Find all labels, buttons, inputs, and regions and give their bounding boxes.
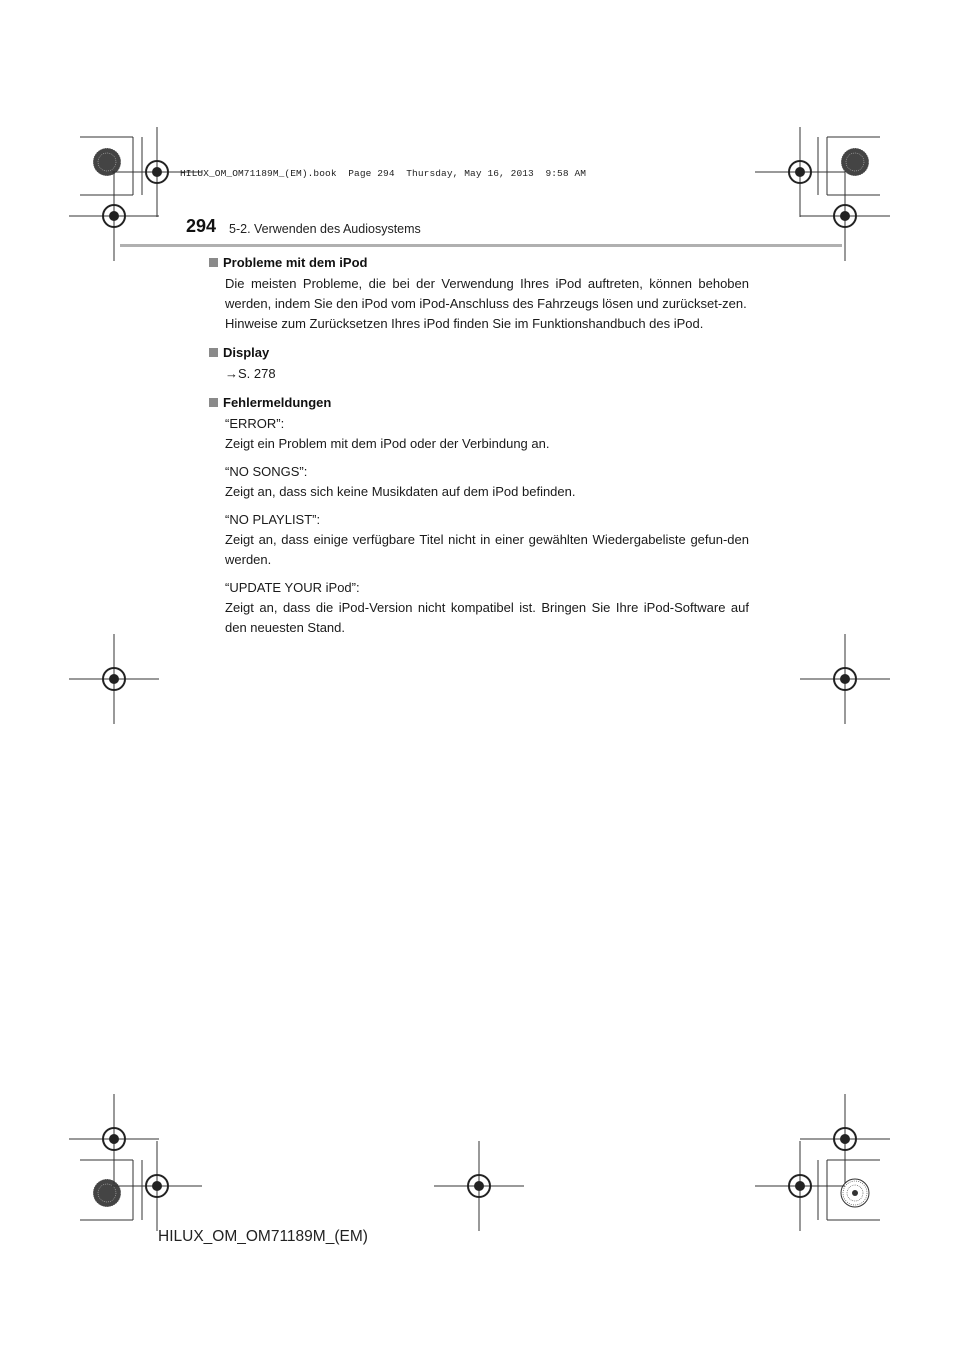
message-text: Zeigt an, dass einige verfügbare Titel nicht in einer gewählten Wiedergabeliste gefun-den werden. (225, 532, 749, 567)
header-rule (120, 244, 842, 247)
square-bullet-icon (209, 398, 218, 407)
heading-text: Probleme mit dem iPod (223, 254, 368, 270)
registration-mark-upper-right (800, 171, 890, 261)
section-error-messages (209, 392, 749, 638)
page-content (209, 252, 749, 646)
book-slug: HILUX_OM_OM71189M_(EM).book Page 294 Thursday, May 16, 2013 9:58 AM (180, 168, 587, 179)
paragraph: Hinweise zum Zurücksetzen Ihres iPod finden Sie im Funktionshandbuch des iPod. (225, 316, 704, 331)
document-code: HILUX_OM_OM71189M_(EM) (158, 1228, 368, 1245)
message-text: Zeigt an, dass die iPod-Version nicht kompatibel ist. Bringen Sie Ihre iPod-Software auf den neuesten Stand. (225, 600, 749, 635)
registration-mark-bottom-left (112, 1141, 202, 1231)
heading-text: Fehlermeldungen (223, 394, 332, 410)
section-heading (209, 252, 749, 272)
registration-mark-upper-left (69, 171, 159, 261)
registration-mark-bottom-right (755, 1141, 845, 1231)
section-ipod-problems (209, 252, 749, 334)
page-number: 294 (186, 216, 217, 236)
message-code: “ERROR”: (225, 416, 285, 431)
section-title: 5-2. Verwenden des Audiosystems (229, 222, 421, 236)
registration-mark-lower-right (800, 1094, 890, 1184)
paragraph: Die meisten Probleme, die bei der Verwendung Ihres iPod auftreten, können behoben werden, indem Sie den iPod vom iPod-Anschluss des Fahrzeugs lösen und zurückset-zen. (225, 276, 749, 311)
square-bullet-icon (209, 348, 218, 357)
registration-mark-middle-left (69, 634, 159, 724)
square-bullet-icon (209, 258, 218, 267)
section-heading (209, 342, 749, 362)
starburst-mark-bottom-left (93, 1179, 121, 1207)
section-display (209, 342, 749, 384)
registration-mark-middle-right (800, 634, 890, 724)
message-code: “NO PLAYLIST”: (225, 512, 321, 527)
registration-mark-lower-left (69, 1094, 159, 1184)
message-text: Zeigt ein Problem mit dem iPod oder der Verbindung an. (225, 436, 550, 451)
message-text: Zeigt an, dass sich keine Musikdaten auf dem iPod befinden. (225, 484, 576, 499)
registration-mark-bottom-center (434, 1141, 524, 1231)
message-code: “UPDATE YOUR iPod”: (225, 580, 360, 595)
page-reference-link[interactable]: →S. 278 (225, 366, 276, 381)
registration-mark-top-right (755, 127, 845, 217)
message-code: “NO SONGS”: (225, 464, 308, 479)
heading-text: Display (223, 344, 270, 360)
section-heading (209, 392, 749, 412)
